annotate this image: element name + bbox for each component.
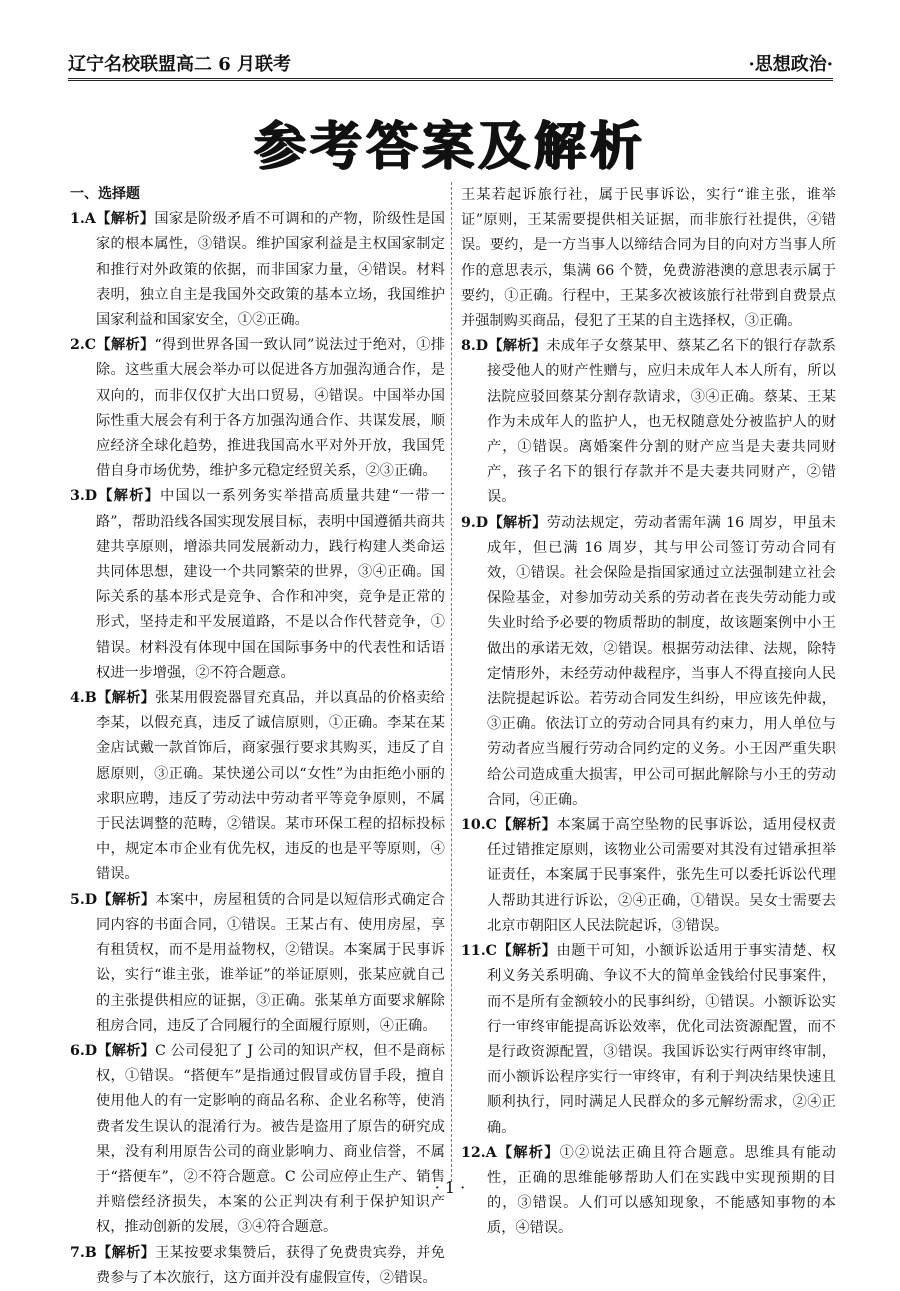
answer-item [70, 1241, 445, 1291]
answer-number: 8.D [461, 338, 489, 355]
answer-number: 2.C [70, 337, 97, 354]
subject-name: ·思想政治· [748, 54, 833, 75]
answer-number: 5.D [70, 891, 98, 908]
analysis-tag: 【解析】 [97, 891, 156, 908]
analysis-text: ①②说法正确且符合题意。思维具有能动性，正确的思维能够帮助人们在实践中实现预期的目的，③错误。人们可以感知现象，不能感知事物的本质，④错误。 [487, 1144, 836, 1237]
answer-item [70, 207, 445, 333]
analysis-text: 国家是阶级矛盾不可调和的产物，阶级性是国家的根本属性，③错误。维护国家利益是主权国家制定和推行对外政策的依据，而非国家力量，④错误。材料表明，独立自主是我国外交政策的基本立场，我国维护国家利益和国家安全，①②正确。 [96, 211, 445, 329]
answer-item [70, 1039, 445, 1241]
page-header [68, 48, 833, 81]
analysis-text: 劳动法规定，劳动者需年满 16 周岁，甲虽未成年，但已满 16 周岁，其与甲公司签订劳动合同有效，①错误。社会保险是指国家通过立法强制建立社会保险基金，对参加劳动关系的劳动者在丧失劳动能力或失业时给予必要的物质帮助的制度，故该题案例中小王做出的承诺无效，②错误。根据劳动法律、法规，除特定情形外，未经劳动仲裁程序，当事人不得直接向人民法院提起诉讼。若劳动合同发生纠纷，甲应该先仲裁，③正确。依法订立的劳动合同具有约束力，用人单位与劳动者应当履行劳动合同约定的义务。小王因严重失职给公司造成重大损害，甲公司可据此解除与小王的劳动合同，④正确。 [487, 514, 836, 808]
answer-number: 3.D [70, 488, 98, 505]
answer-number: 12.A [461, 1144, 497, 1161]
analysis-tag: 【解析】 [488, 514, 547, 531]
answer-number: 10.C [461, 817, 497, 834]
analysis-tag: 【解析】 [496, 817, 557, 834]
answer-item [70, 686, 445, 888]
answer-item [461, 511, 836, 813]
analysis-text: 未成年子女蔡某甲、蔡某乙名下的银行存款系接受他人的财产性赠与，应归未成年人本人所有，所以法院应驳回蔡某分割存款请求，③④正确。蔡某、王某作为未成年人的监护人，也无权随意处分被监护人的财产，①错误。离婚案件分割的财产应当是夫妻共同财产，孩子名下的银行存款并不是夫妻共同财产，②错误。 [487, 338, 836, 506]
answer-number: 9.D [461, 514, 489, 531]
answer-item [461, 813, 836, 939]
column-divider [451, 182, 452, 1182]
analysis-tag: 【解析】 [95, 211, 155, 228]
answer-item [461, 939, 836, 1141]
exam-name: 辽宁名校联盟高二 6 月联考 [68, 54, 292, 75]
analysis-text: 本案中，房屋租赁的合同是以短信形式确定合同内容的书面合同，①错误。王某占有、使用房屋，享有租赁权，而不是用益物权，②错误。本案属于民事诉讼，实行“谁主张，谁举证”的举证原则，张某应就自己的主张提供相应的证据，③正确。张某单方面要求解除租房合同，违反了合同履行的全面履行原则，④正确。 [96, 891, 445, 1034]
answer-number: 7.B [70, 1244, 97, 1261]
analysis-tag: 【解析】 [96, 690, 156, 707]
page-number: · 1 · [434, 1178, 466, 1197]
answer-item [70, 888, 445, 1039]
analysis-tag: 【解析】 [488, 338, 547, 355]
analysis-tag: 【解析】 [496, 943, 557, 960]
answer-number: 11.C [461, 943, 497, 960]
analysis-tag: 【解析】 [97, 1042, 156, 1059]
analysis-tag: 【解析】 [96, 1244, 156, 1261]
analysis-tag: 【解析】 [496, 1144, 560, 1161]
analysis-text: 张某用假瓷器冒充真品，并以真品的价格卖给李某，以假充真，违反了诚信原则，①正确。李某在某金店试戴一款首饰后，商家强行要求其购买，违反了自愿原则，③正确。某快递公司以“女性”为由拒绝小丽的求职应聘，违反了劳动法中劳动者平等竞争原则，不属于民法调整的范畴，②错误。某市环保工程的招标投标中，规定本市企业有优先权，违反的也是平等原则，④错误。 [96, 690, 445, 883]
analysis-text: C 公司侵犯了 J 公司的知识产权，但不是商标权，①错误。“搭便车”是指通过假冒或仿冒手段，擅自使用他人的有一定影响的商品名称、企业名称等，使消费者发生误认的混淆行为。被告是盗用了原告的研究成果，没有利用原告公司的商业影响力、商业信誉，不属于“搭便车”，②不符合题意。C 公司应停止生产、销售并赔偿经济损失，本案的公正判决有利于保护知识产权，推动创新的发展，③④符合题意。 [96, 1042, 445, 1236]
analysis-tag: 【解析】 [97, 488, 161, 505]
left-column [70, 182, 445, 1291]
analysis-text: “得到世界各国一致认同”说法过于绝对，①排除。这些重大展会举办可以促进各方加强沟通合作，是双向的，而非仅仅扩大出口贸易，④错误。中国举办国际性重大展会有利于各方加强沟通合作、共谋发展，顺应经济全球化趋势，推进我国高水平对外开放，我国凭借自身市场优势，维护多元稳定经贸关系，②③正确。 [96, 337, 445, 480]
answer-item [461, 334, 836, 510]
analysis-text: 本案属于高空坠物的民事诉讼，适用侵权责任过错推定原则，该物业公司需要对其没有过错承担举证责任，本案属于民事案件，张先生可以委托诉讼代理人帮助其进行诉讼，②④正确，①错误。吴女士需要去北京市朝阳区人民法院起诉，③错误。 [487, 817, 836, 934]
continuation-paragraph: 王某若起诉旅行社，属于民事诉讼，实行“谁主张，谁举证”原则，王某需要提供相关证据，而非旅行社提供，④错误。要约，是一方当事人以缔结合同为目的向对方当事人所作的意思表示，集满 66 个赞，免费游港澳的意思表示属于要约，①正确。行程中，王某多次被该旅行社带到自费景点并强制购买商品，侵犯了王某的自主选择权，③正确。 [461, 187, 836, 330]
analysis-text: 中国以一系列务实举措高质量共建“一带一路”，帮助沿线各国实现发展目标，表明中国遵循共商共建共享原则，增添共同发展新动力，践行构建人类命运共同体思想，建设一个共同繁荣的世界，③④正确。国际关系的基本形式是竞争、合作和冲突，竞争是正常的形式，坚持走和平发展道路，不是以合作代替竞争，①错误。材料没有体现中国在国际事务中的代表性和话语权进一步增强，②不符合题意。 [96, 488, 445, 681]
answer-number: 4.B [70, 690, 97, 707]
analysis-text: 王某按要求集赞后，获得了免费贵宾券，并免费参与了本次旅行，这方面并没有虚假宣传，②错误。 [96, 1244, 445, 1286]
section-heading: 一、选择题 [70, 186, 140, 202]
page-title: 参考答案及解析 [253, 117, 646, 177]
analysis-text: 由题干可知，小额诉讼适用于事实清楚、权利义务关系明确、争议不大的简单金钱给付民事案件，而不是所有金额较小的民事纠纷，①错误。小额诉讼实行一审终审能提高诉讼效率，优化司法资源配置，而不是行政资源配置，③错误。我国诉讼实行两审终审制，而小额诉讼程序实行一审终审，有利于判决结果快速且顺利执行，同时满足人民群众的多元解纷需求，②④正确。 [487, 943, 836, 1136]
answer-number: 6.D [70, 1042, 98, 1059]
analysis-tag: 【解析】 [96, 337, 155, 354]
right-column [461, 183, 836, 1242]
answer-item [70, 333, 445, 484]
answer-item [70, 484, 445, 686]
answer-number: 1.A [70, 211, 96, 228]
